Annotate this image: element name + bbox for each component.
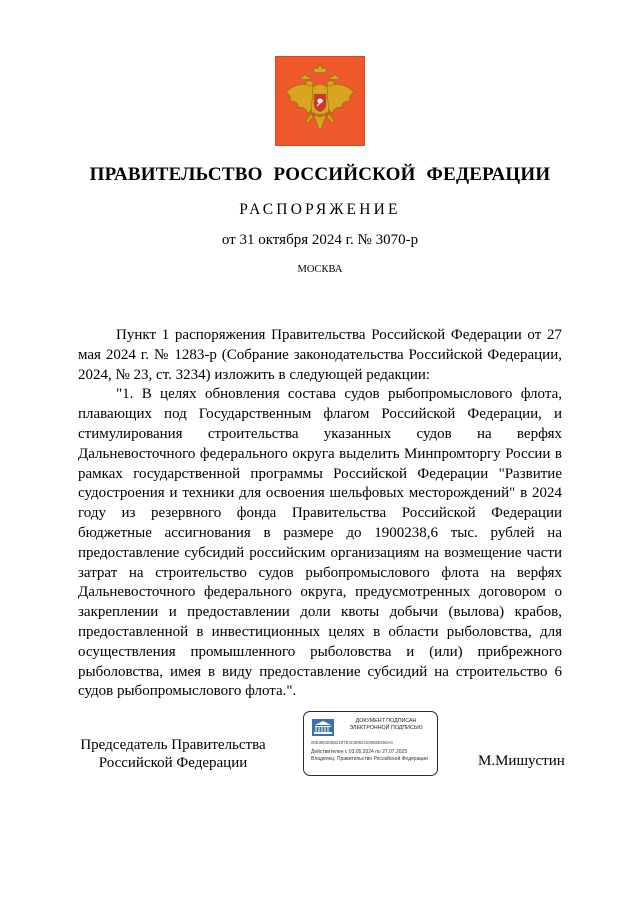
document-body xyxy=(78,326,562,702)
coat-of-arms-icon xyxy=(275,56,365,146)
stamp-title xyxy=(338,718,434,731)
city-name: МОСКВА xyxy=(297,264,343,275)
certificate-serial: 00E3602083D197E4C86921030660269AC xyxy=(311,740,394,745)
government-title: ПРАВИТЕЛЬСТВО РОССИЙСКОЙ ФЕДЕРАЦИИ xyxy=(89,164,551,185)
body-paragraph-2: "1. В целях обновления состава судов рыбопромыслового флота, плавающих под Государственным флагом Российской Федерации, и стимулирования строительства указанных судов на верфях Дальневосточного федерального округа выделить Минпромторгу России в рамках государственной программы Российской Федерации "Развитие судостроения и техники для освоения шельфовых месторождений" в 2024 году из резервного фонда Правительства Российской Федерации бюджетные ассигнования в размере до 1900238,6 тыс. рублей на предоставление субсидий российским организациям на возмещение части затрат на строительство судов рыбопромыслового флота на верфях Дальневосточного федерального округа, предусмотренных договором о закреплении и предоставлении доли квоты добычи (вылова) крабов, предоставленной в инвестиционных целях в области рыболовства, для осуществления промышленного рыболовства и (или) прибрежного рыболовства, имея в виду предоставление субсидий на строительство 6 судов рыбопромыслового флота.". xyxy=(78,386,562,700)
certificate-owner: Владелец: Правительство Российской Федерации xyxy=(311,756,428,762)
stamp-title-line-2: ЭЛЕКТРОННОЙ ПОДПИСЬЮ xyxy=(349,724,423,731)
stamp-title-line-1: ДОКУМЕНТ ПОДПИСАН xyxy=(355,718,417,724)
government-building-icon xyxy=(312,719,334,736)
certificate-validity: Действителен с 03.05.2024 по 27.07.2025 xyxy=(311,749,408,755)
signatory-position xyxy=(78,736,268,772)
signatory-position-line-2: Российской Федерации xyxy=(98,755,248,771)
document-date-number: от 31 октября 2024 г. № 3070-р xyxy=(221,232,419,248)
signatory-position-line-1: Председатель Правительства xyxy=(80,737,266,753)
signatory-name: М.Мишустин xyxy=(478,753,565,769)
body-paragraph-1: Пункт 1 распоряжения Правительства Российской Федерации от 27 мая 2024 г. № 1283-р (Собрание законодательства Российской Федерации, 2024, № 23, ст. 3234) изложить в следующей редакции: xyxy=(78,327,562,383)
electronic-signature-stamp xyxy=(303,711,438,776)
document-type: РАСПОРЯЖЕНИЕ xyxy=(239,201,401,218)
